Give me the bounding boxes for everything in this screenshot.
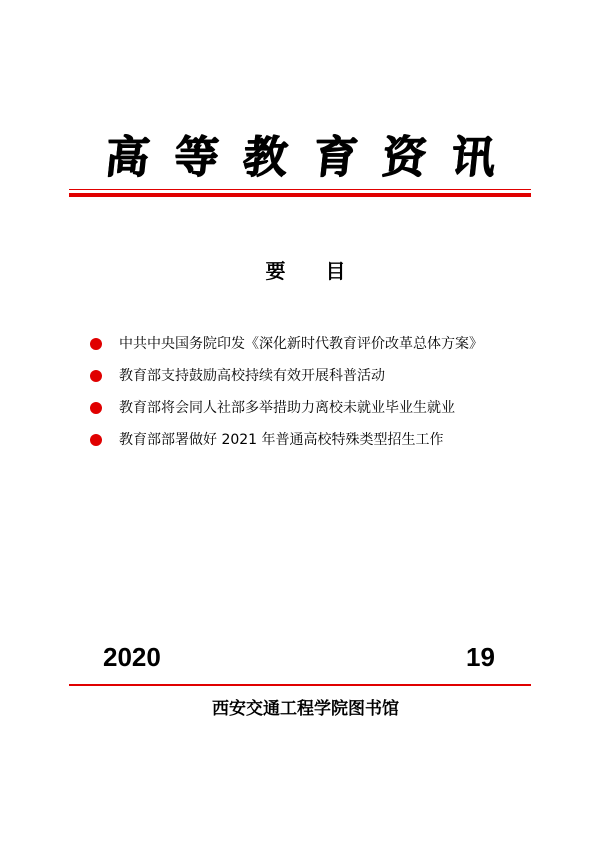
masthead-title — [69, 128, 531, 188]
contents-item[interactable] — [90, 392, 550, 424]
contents-item-label: 中共中央国务院印发《深化新时代教育评价改革总体方案》 — [119, 336, 483, 352]
red-dot-bullet-icon — [90, 402, 102, 414]
contents-item[interactable] — [90, 360, 550, 392]
masthead-char: 高 — [102, 132, 152, 183]
contents-item[interactable] — [90, 424, 550, 456]
contents-heading-char: 目 — [325, 259, 346, 283]
contents-list — [90, 328, 550, 456]
footer-rule — [69, 684, 531, 686]
masthead-char: 讯 — [448, 132, 498, 183]
contents-item-label: 教育部部署做好 2021 年普通高校特殊类型招生工作 — [119, 432, 444, 448]
red-dot-bullet-icon — [90, 338, 102, 350]
publisher-name: 西安交通工程学院图书馆 — [212, 699, 399, 719]
contents-item-label: 教育部支持鼓励高校持续有效开展科普活动 — [119, 368, 385, 384]
masthead-char: 教 — [240, 132, 291, 183]
masthead-char: 资 — [379, 132, 429, 183]
masthead-char: 育 — [309, 132, 360, 183]
issue-year: 2020 — [103, 642, 161, 672]
contents-heading-char: 要 — [265, 259, 286, 283]
contents-item-label: 教育部将会同人社部多举措助力离校未就业毕业生就业 — [119, 400, 455, 416]
contents-item[interactable] — [90, 328, 550, 360]
masthead-char: 等 — [171, 132, 221, 183]
contents-heading — [0, 255, 611, 284]
red-dot-bullet-icon — [90, 434, 102, 446]
red-dot-bullet-icon — [90, 370, 102, 382]
masthead-rule-thick — [69, 193, 531, 197]
issue-number: 19 — [466, 642, 495, 672]
masthead-rule-thin — [69, 189, 531, 190]
